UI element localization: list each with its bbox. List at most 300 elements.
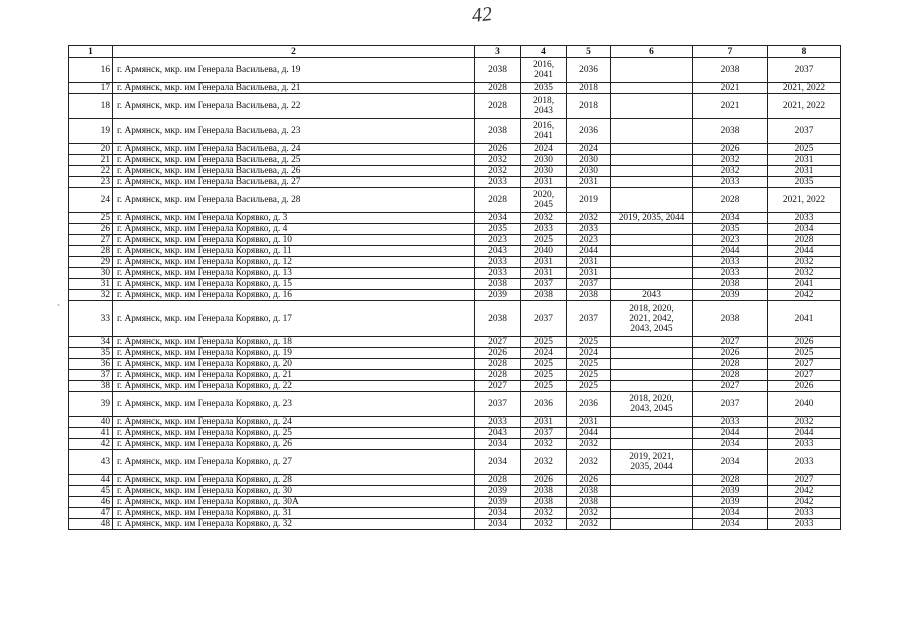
col5-cell: 2031 xyxy=(567,268,611,279)
column-header: 6 xyxy=(611,46,693,58)
col8-cell: 2042 xyxy=(768,497,841,508)
table-row xyxy=(69,348,841,359)
col5-cell: 2036 xyxy=(567,58,611,83)
address-cell: г. Армянск, мкр. им Генерала Корявко, д. 30А xyxy=(113,497,475,508)
col7-cell: 2039 xyxy=(693,290,768,301)
col3-cell: 2039 xyxy=(475,290,521,301)
table-row xyxy=(69,381,841,392)
col8-cell: 2032 xyxy=(768,257,841,268)
header-row xyxy=(69,46,841,58)
col8-cell: 2033 xyxy=(768,508,841,519)
col3-cell: 2033 xyxy=(475,417,521,428)
col8-cell: 2034 xyxy=(768,224,841,235)
col3-cell: 2034 xyxy=(475,519,521,530)
col7-cell: 2034 xyxy=(693,213,768,224)
address-cell: г. Армянск, мкр. им Генерала Васильева, д. 28 xyxy=(113,188,475,213)
col5-cell: 2026 xyxy=(567,475,611,486)
table-row xyxy=(69,370,841,381)
table-row xyxy=(69,246,841,257)
address-cell: г. Армянск, мкр. им Генерала Корявко, д. 4 xyxy=(113,224,475,235)
col4-cell: 2032 xyxy=(521,519,567,530)
col8-cell: 2027 xyxy=(768,359,841,370)
col5-cell: 2032 xyxy=(567,213,611,224)
row-number: 23 xyxy=(69,177,113,188)
table-row xyxy=(69,224,841,235)
col3-cell: 2034 xyxy=(475,450,521,475)
row-number: 36 xyxy=(69,359,113,370)
col8-cell: 2044 xyxy=(768,428,841,439)
col3-cell: 2035 xyxy=(475,224,521,235)
col7-cell: 2038 xyxy=(693,301,768,337)
col3-cell: 2028 xyxy=(475,94,521,119)
col6-cell xyxy=(611,257,693,268)
col3-cell: 2039 xyxy=(475,486,521,497)
col3-cell: 2028 xyxy=(475,359,521,370)
col3-cell: 2034 xyxy=(475,439,521,450)
col3-cell: 2034 xyxy=(475,508,521,519)
col5-cell: 2025 xyxy=(567,370,611,381)
col6-cell: 2018, 2020, 2021, 2042, 2043, 2045 xyxy=(611,301,693,337)
col8-cell: 2033 xyxy=(768,439,841,450)
col3-cell: 2026 xyxy=(475,144,521,155)
col4-cell: 2032 xyxy=(521,439,567,450)
row-number: 42 xyxy=(69,439,113,450)
address-cell: г. Армянск, мкр. им Генерала Корявко, д. 32 xyxy=(113,519,475,530)
col8-cell: 2025 xyxy=(768,144,841,155)
col5-cell: 2038 xyxy=(567,290,611,301)
col3-cell: 2038 xyxy=(475,279,521,290)
col8-cell: 2033 xyxy=(768,450,841,475)
table-row xyxy=(69,155,841,166)
col7-cell: 2027 xyxy=(693,337,768,348)
table-row xyxy=(69,213,841,224)
col6-cell xyxy=(611,144,693,155)
col5-cell: 2037 xyxy=(567,279,611,290)
table-row xyxy=(69,475,841,486)
col3-cell: 2026 xyxy=(475,348,521,359)
col5-cell: 2031 xyxy=(567,177,611,188)
row-number: 35 xyxy=(69,348,113,359)
col7-cell: 2033 xyxy=(693,257,768,268)
col8-cell: 2035 xyxy=(768,177,841,188)
col6-cell xyxy=(611,155,693,166)
col8-cell: 2026 xyxy=(768,337,841,348)
row-number: 20 xyxy=(69,144,113,155)
col5-cell: 2032 xyxy=(567,450,611,475)
col8-cell: 2025 xyxy=(768,348,841,359)
address-cell: г. Армянск, мкр. им Генерала Корявко, д. 3 xyxy=(113,213,475,224)
col5-cell: 2025 xyxy=(567,337,611,348)
col5-cell: 2025 xyxy=(567,359,611,370)
column-header: 5 xyxy=(567,46,611,58)
col4-cell: 2016, 2041 xyxy=(521,58,567,83)
row-number: 33 xyxy=(69,301,113,337)
column-header: 2 xyxy=(113,46,475,58)
address-cell: г. Армянск, мкр. им Генерала Корявко, д. 28 xyxy=(113,475,475,486)
address-cell: г. Армянск, мкр. им Генерала Корявко, д. 31 xyxy=(113,508,475,519)
table-row xyxy=(69,290,841,301)
row-number: 16 xyxy=(69,58,113,83)
col6-cell xyxy=(611,417,693,428)
table-row xyxy=(69,497,841,508)
col6-cell xyxy=(611,348,693,359)
col3-cell: 2028 xyxy=(475,188,521,213)
col6-cell xyxy=(611,475,693,486)
col7-cell: 2026 xyxy=(693,348,768,359)
table-row xyxy=(69,301,841,337)
col5-cell: 2032 xyxy=(567,519,611,530)
col8-cell: 2042 xyxy=(768,290,841,301)
col8-cell: 2028 xyxy=(768,235,841,246)
col8-cell: 2041 xyxy=(768,301,841,337)
row-number: 31 xyxy=(69,279,113,290)
col4-cell: 2020, 2045 xyxy=(521,188,567,213)
table-row xyxy=(69,83,841,94)
col7-cell: 2027 xyxy=(693,381,768,392)
col7-cell: 2038 xyxy=(693,119,768,144)
col4-cell: 2031 xyxy=(521,177,567,188)
col7-cell: 2028 xyxy=(693,475,768,486)
col4-cell: 2031 xyxy=(521,417,567,428)
col4-cell: 2031 xyxy=(521,268,567,279)
address-cell: г. Армянск, мкр. им Генерала Корявко, д. 16 xyxy=(113,290,475,301)
stray-mark: ` xyxy=(57,304,61,315)
table-row xyxy=(69,58,841,83)
col7-cell: 2028 xyxy=(693,188,768,213)
column-header: 1 xyxy=(69,46,113,58)
col6-cell: 2018, 2020, 2043, 2045 xyxy=(611,392,693,417)
col3-cell: 2028 xyxy=(475,475,521,486)
col4-cell: 2032 xyxy=(521,450,567,475)
col7-cell: 2032 xyxy=(693,155,768,166)
row-number: 45 xyxy=(69,486,113,497)
col7-cell: 2023 xyxy=(693,235,768,246)
col4-cell: 2038 xyxy=(521,497,567,508)
address-cell: г. Армянск, мкр. им Генерала Корявко, д. 19 xyxy=(113,348,475,359)
row-number: 18 xyxy=(69,94,113,119)
col5-cell: 2025 xyxy=(567,381,611,392)
col7-cell: 2028 xyxy=(693,359,768,370)
address-cell: г. Армянск, мкр. им Генерала Корявко, д. 21 xyxy=(113,370,475,381)
col5-cell: 2038 xyxy=(567,497,611,508)
col4-cell: 2037 xyxy=(521,428,567,439)
row-number: 38 xyxy=(69,381,113,392)
col5-cell: 2030 xyxy=(567,155,611,166)
table-row xyxy=(69,337,841,348)
col5-cell: 2019 xyxy=(567,188,611,213)
col5-cell: 2032 xyxy=(567,439,611,450)
col4-cell: 2024 xyxy=(521,144,567,155)
col3-cell: 2043 xyxy=(475,428,521,439)
col4-cell: 2025 xyxy=(521,370,567,381)
col4-cell: 2035 xyxy=(521,83,567,94)
col5-cell: 2038 xyxy=(567,486,611,497)
address-cell: г. Армянск, мкр. им Генерала Корявко, д. 26 xyxy=(113,439,475,450)
col3-cell: 2023 xyxy=(475,235,521,246)
col8-cell: 2021, 2022 xyxy=(768,83,841,94)
col6-cell: 2019, 2021, 2035, 2044 xyxy=(611,450,693,475)
col6-cell xyxy=(611,83,693,94)
col6-cell xyxy=(611,381,693,392)
row-number: 26 xyxy=(69,224,113,235)
col6-cell xyxy=(611,439,693,450)
col5-cell: 2024 xyxy=(567,348,611,359)
col8-cell: 2027 xyxy=(768,475,841,486)
col7-cell: 2021 xyxy=(693,83,768,94)
col5-cell: 2018 xyxy=(567,83,611,94)
address-cell: г. Армянск, мкр. им Генерала Корявко, д. 27 xyxy=(113,450,475,475)
col4-cell: 2038 xyxy=(521,486,567,497)
col7-cell: 2034 xyxy=(693,508,768,519)
address-cell: г. Армянск, мкр. им Генерала Корявко, д. 17 xyxy=(113,301,475,337)
col3-cell: 2028 xyxy=(475,370,521,381)
row-number: 43 xyxy=(69,450,113,475)
table-row xyxy=(69,177,841,188)
col6-cell xyxy=(611,166,693,177)
col4-cell: 2025 xyxy=(521,359,567,370)
col3-cell: 2027 xyxy=(475,337,521,348)
col6-cell xyxy=(611,119,693,144)
row-number: 28 xyxy=(69,246,113,257)
col3-cell: 2039 xyxy=(475,497,521,508)
col6-cell xyxy=(611,428,693,439)
address-cell: г. Армянск, мкр. им Генерала Васильева, д. 22 xyxy=(113,94,475,119)
col3-cell: 2043 xyxy=(475,246,521,257)
address-cell: г. Армянск, мкр. им Генерала Васильева, д. 27 xyxy=(113,177,475,188)
table-row xyxy=(69,257,841,268)
col5-cell: 2036 xyxy=(567,392,611,417)
col3-cell: 2038 xyxy=(475,58,521,83)
row-number: 30 xyxy=(69,268,113,279)
table-body xyxy=(69,58,841,530)
col3-cell: 2033 xyxy=(475,268,521,279)
column-header: 8 xyxy=(768,46,841,58)
table-row xyxy=(69,119,841,144)
col7-cell: 2034 xyxy=(693,519,768,530)
column-header: 3 xyxy=(475,46,521,58)
col8-cell: 2037 xyxy=(768,58,841,83)
col7-cell: 2028 xyxy=(693,370,768,381)
col8-cell: 2027 xyxy=(768,370,841,381)
col6-cell: 2019, 2035, 2044 xyxy=(611,213,693,224)
col4-cell: 2036 xyxy=(521,392,567,417)
row-number: 32 xyxy=(69,290,113,301)
row-number: 22 xyxy=(69,166,113,177)
address-cell: г. Армянск, мкр. им Генерала Корявко, д. 20 xyxy=(113,359,475,370)
address-cell: г. Армянск, мкр. им Генерала Васильева, д. 26 xyxy=(113,166,475,177)
address-cell: г. Армянск, мкр. им Генерала Корявко, д. 15 xyxy=(113,279,475,290)
table-row xyxy=(69,235,841,246)
col8-cell: 2033 xyxy=(768,519,841,530)
row-number: 27 xyxy=(69,235,113,246)
col3-cell: 2038 xyxy=(475,119,521,144)
schedule-table xyxy=(68,45,841,530)
col6-cell xyxy=(611,224,693,235)
col7-cell: 2044 xyxy=(693,246,768,257)
row-number: 37 xyxy=(69,370,113,381)
col7-cell: 2033 xyxy=(693,177,768,188)
row-number: 41 xyxy=(69,428,113,439)
col4-cell: 2030 xyxy=(521,155,567,166)
col5-cell: 2037 xyxy=(567,301,611,337)
col7-cell: 2033 xyxy=(693,417,768,428)
col4-cell: 2026 xyxy=(521,475,567,486)
address-cell: г. Армянск, мкр. им Генерала Васильева, д. 24 xyxy=(113,144,475,155)
col7-cell: 2039 xyxy=(693,486,768,497)
col3-cell: 2028 xyxy=(475,83,521,94)
col4-cell: 2031 xyxy=(521,257,567,268)
col8-cell: 2032 xyxy=(768,268,841,279)
col3-cell: 2034 xyxy=(475,213,521,224)
table-row xyxy=(69,439,841,450)
col4-cell: 2038 xyxy=(521,290,567,301)
col5-cell: 2031 xyxy=(567,417,611,428)
col7-cell: 2034 xyxy=(693,439,768,450)
col8-cell: 2037 xyxy=(768,119,841,144)
col5-cell: 2032 xyxy=(567,508,611,519)
col6-cell xyxy=(611,235,693,246)
col4-cell: 2037 xyxy=(521,279,567,290)
table-row xyxy=(69,508,841,519)
col3-cell: 2033 xyxy=(475,257,521,268)
row-number: 47 xyxy=(69,508,113,519)
col7-cell: 2032 xyxy=(693,166,768,177)
col4-cell: 2033 xyxy=(521,224,567,235)
table-row xyxy=(69,188,841,213)
address-cell: г. Армянск, мкр. им Генерала Корявко, д. 25 xyxy=(113,428,475,439)
col8-cell: 2021, 2022 xyxy=(768,94,841,119)
col5-cell: 2031 xyxy=(567,257,611,268)
address-cell: г. Армянск, мкр. им Генерала Васильева, д. 25 xyxy=(113,155,475,166)
col4-cell: 2025 xyxy=(521,337,567,348)
table-row xyxy=(69,359,841,370)
col8-cell: 2042 xyxy=(768,486,841,497)
column-header: 7 xyxy=(693,46,768,58)
col6-cell xyxy=(611,177,693,188)
col5-cell: 2044 xyxy=(567,428,611,439)
row-number: 40 xyxy=(69,417,113,428)
col5-cell: 2024 xyxy=(567,144,611,155)
col7-cell: 2033 xyxy=(693,268,768,279)
col8-cell: 2041 xyxy=(768,279,841,290)
table-row xyxy=(69,144,841,155)
col3-cell: 2027 xyxy=(475,381,521,392)
row-number: 34 xyxy=(69,337,113,348)
col8-cell: 2040 xyxy=(768,392,841,417)
col6-cell xyxy=(611,94,693,119)
col6-cell xyxy=(611,268,693,279)
table-row xyxy=(69,417,841,428)
col6-cell xyxy=(611,497,693,508)
col7-cell: 2037 xyxy=(693,392,768,417)
col6-cell: 2043 xyxy=(611,290,693,301)
table-row xyxy=(69,428,841,439)
col4-cell: 2025 xyxy=(521,235,567,246)
col7-cell: 2021 xyxy=(693,94,768,119)
col6-cell xyxy=(611,508,693,519)
col4-cell: 2025 xyxy=(521,381,567,392)
address-cell: г. Армянск, мкр. им Генерала Корявко, д. 13 xyxy=(113,268,475,279)
col7-cell: 2026 xyxy=(693,144,768,155)
row-number: 46 xyxy=(69,497,113,508)
col5-cell: 2036 xyxy=(567,119,611,144)
table-row xyxy=(69,279,841,290)
col6-cell xyxy=(611,188,693,213)
col8-cell: 2044 xyxy=(768,246,841,257)
row-number: 39 xyxy=(69,392,113,417)
row-number: 19 xyxy=(69,119,113,144)
address-cell: г. Армянск, мкр. им Генерала Корявко, д. 30 xyxy=(113,486,475,497)
col7-cell: 2035 xyxy=(693,224,768,235)
address-cell: г. Армянск, мкр. им Генерала Корявко, д. 10 xyxy=(113,235,475,246)
col8-cell: 2031 xyxy=(768,155,841,166)
page-number: 42 xyxy=(470,3,494,27)
col4-cell: 2018, 2043 xyxy=(521,94,567,119)
col4-cell: 2032 xyxy=(521,213,567,224)
col4-cell: 2016, 2041 xyxy=(521,119,567,144)
address-cell: г. Армянск, мкр. им Генерала Васильева, д. 21 xyxy=(113,83,475,94)
table-row xyxy=(69,166,841,177)
col8-cell: 2021, 2022 xyxy=(768,188,841,213)
table-row xyxy=(69,450,841,475)
col3-cell: 2037 xyxy=(475,392,521,417)
col4-cell: 2030 xyxy=(521,166,567,177)
address-cell: г. Армянск, мкр. им Генерала Корявко, д. 23 xyxy=(113,392,475,417)
col6-cell xyxy=(611,279,693,290)
row-number: 21 xyxy=(69,155,113,166)
col6-cell xyxy=(611,486,693,497)
col5-cell: 2030 xyxy=(567,166,611,177)
row-number: 25 xyxy=(69,213,113,224)
column-header: 4 xyxy=(521,46,567,58)
address-cell: г. Армянск, мкр. им Генерала Корявко, д. 18 xyxy=(113,337,475,348)
col7-cell: 2039 xyxy=(693,497,768,508)
address-cell: г. Армянск, мкр. им Генерала Корявко, д. 12 xyxy=(113,257,475,268)
address-cell: г. Армянск, мкр. им Генерала Васильева, д. 23 xyxy=(113,119,475,144)
row-number: 44 xyxy=(69,475,113,486)
col3-cell: 2032 xyxy=(475,166,521,177)
row-number: 17 xyxy=(69,83,113,94)
col6-cell xyxy=(611,370,693,381)
col7-cell: 2044 xyxy=(693,428,768,439)
col5-cell: 2023 xyxy=(567,235,611,246)
row-number: 29 xyxy=(69,257,113,268)
col8-cell: 2033 xyxy=(768,213,841,224)
row-number: 48 xyxy=(69,519,113,530)
col7-cell: 2038 xyxy=(693,279,768,290)
col4-cell: 2024 xyxy=(521,348,567,359)
col3-cell: 2033 xyxy=(475,177,521,188)
address-cell: г. Армянск, мкр. им Генерала Корявко, д. 22 xyxy=(113,381,475,392)
col8-cell: 2026 xyxy=(768,381,841,392)
address-cell: г. Армянск, мкр. им Генерала Корявко, д. 24 xyxy=(113,417,475,428)
row-number: 24 xyxy=(69,188,113,213)
col4-cell: 2040 xyxy=(521,246,567,257)
col6-cell xyxy=(611,58,693,83)
table-row xyxy=(69,268,841,279)
col5-cell: 2018 xyxy=(567,94,611,119)
col7-cell: 2034 xyxy=(693,450,768,475)
table-row xyxy=(69,486,841,497)
address-cell: г. Армянск, мкр. им Генерала Корявко, д. 11 xyxy=(113,246,475,257)
col8-cell: 2031 xyxy=(768,166,841,177)
col4-cell: 2037 xyxy=(521,301,567,337)
col4-cell: 2032 xyxy=(521,508,567,519)
col3-cell: 2032 xyxy=(475,155,521,166)
col8-cell: 2032 xyxy=(768,417,841,428)
col6-cell xyxy=(611,519,693,530)
col6-cell xyxy=(611,359,693,370)
